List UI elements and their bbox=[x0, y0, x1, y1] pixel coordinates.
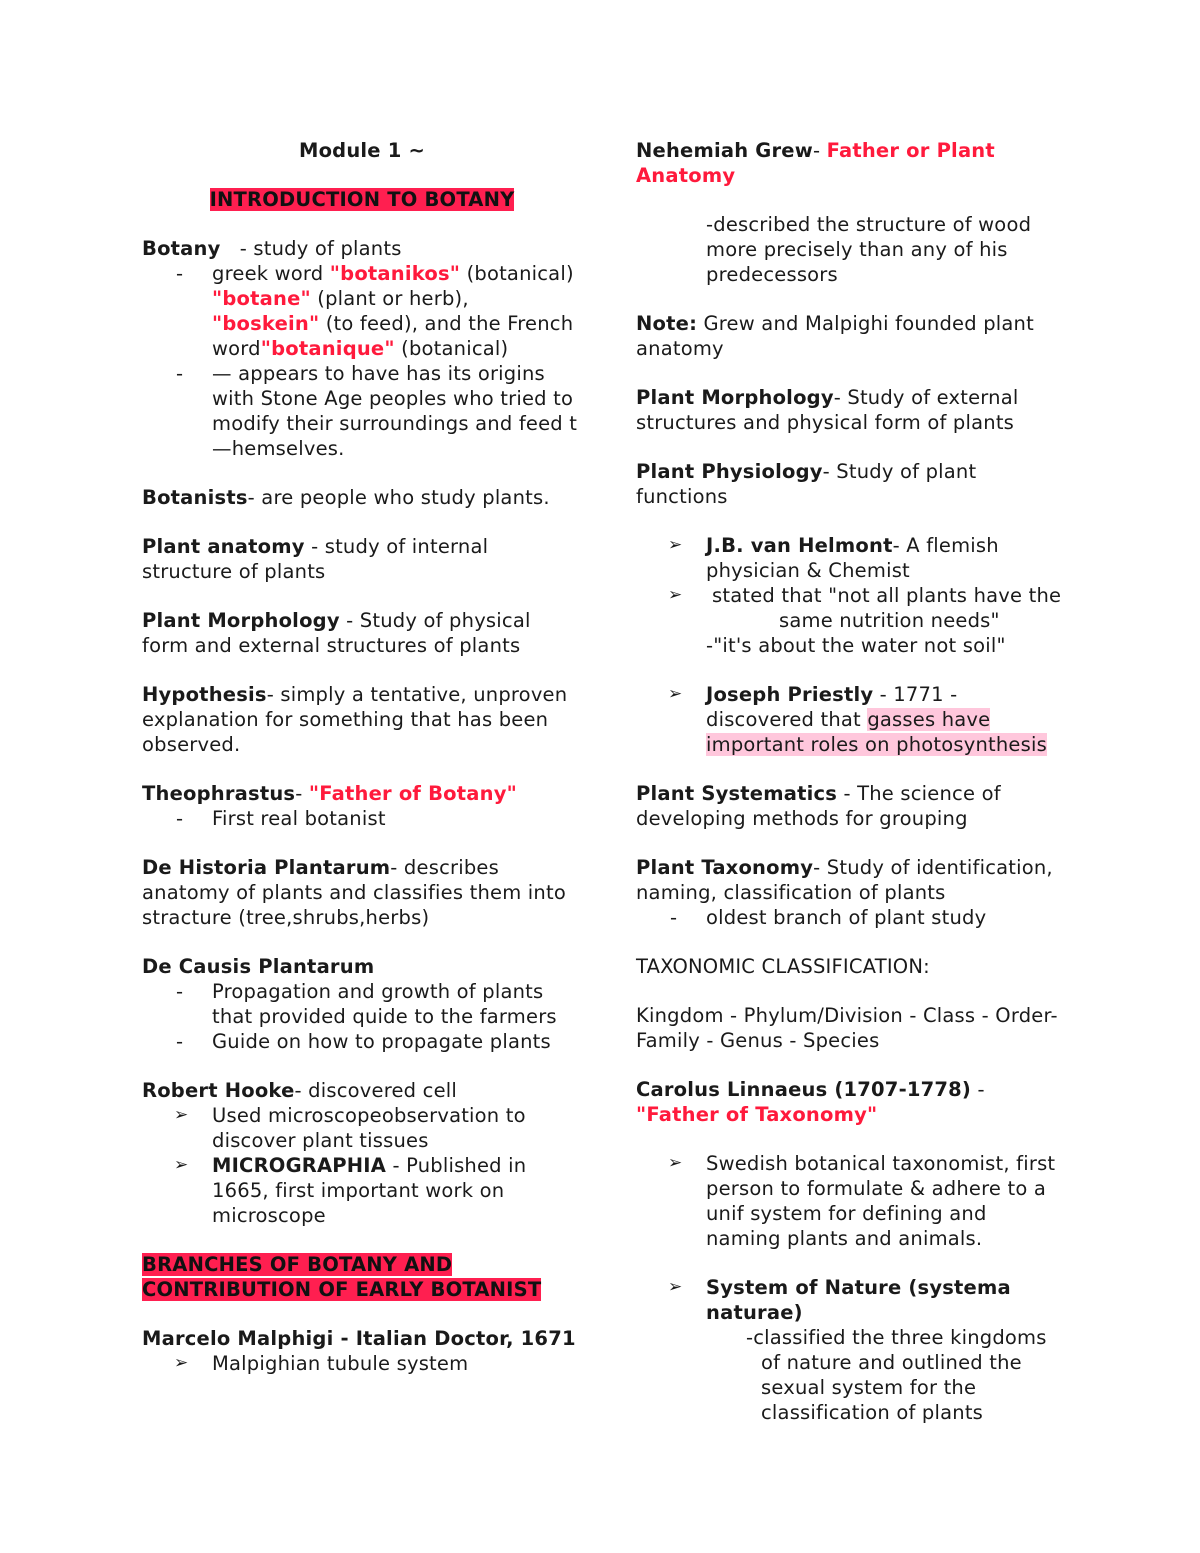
module-title: Module 1 ~ bbox=[298, 139, 426, 162]
malphigi-section: Marcelo Malphigi - Italian Doctor, 1671 ➢ Malpighian tubule system bbox=[142, 1326, 582, 1376]
list-item: ➢ Malpighian tubule system bbox=[142, 1351, 582, 1376]
branches-heading: BRANCHES OF BOTANY AND CONTRIBUTION OF EARLY BOTANIST bbox=[142, 1253, 542, 1301]
morphology-def: Plant Morphology - Study of physical form and external structures of plants bbox=[142, 609, 531, 657]
morphology-def-right: Plant Morphology- Study of external structures and physical form of plants bbox=[636, 386, 1019, 434]
taxonomy-section: Plant Taxonomy- Study of identification, naming, classification of plants - oldest branch of plant study bbox=[636, 855, 1066, 930]
hypothesis-def: Hypothesis- simply a tentative, unproven explanation for something that has been observed. bbox=[142, 683, 568, 756]
linnaeus-section: Carolus Linnaeus (1707-1778) - "Father of Taxonomy" ➢ Swedish botanical taxonomist, first person to formulate & adhere to a unif system for defining and naming plants and animals. ➢ System of Nature (systema naturae) -classified the three kingdoms of nature and outlined the sexual system for the classification of plants bbox=[636, 1077, 1066, 1425]
physiology-def: Plant Physiology- Study of plant functions bbox=[636, 460, 977, 508]
note: Note: Grew and Malpighi founded plant anatomy bbox=[636, 312, 1034, 360]
intro-heading: INTRODUCTION TO BOTANY bbox=[209, 188, 515, 211]
botany-section: Botany - study of plants - greek word "botanikos" (botanical) "botane" (plant or herb), "boskein" (to feed), and the French word"botanique" (botanical) - — appears to have has its origins with Stone Age peoples who tried to modify their surroundings and feed t—hemselves. bbox=[142, 236, 582, 461]
historia-def: De Historia Plantarum- describes anatomy of plants and classifies them into stracture (tree,shrubs,herbs) bbox=[142, 856, 566, 929]
list-item: ➢ stated that "not all plants have the bbox=[636, 583, 1066, 608]
list-item: ➢ MICROGRAPHIA - Published in 1665, first important work on microscope bbox=[142, 1153, 582, 1228]
hooke-section: Robert Hooke- discovered cell ➢ Used microscopeobservation to discover plant tissues ➢ MICROGRAPHIA - Published in 1665, first important work on microscope bbox=[142, 1078, 582, 1228]
list-item: - — appears to have has its origins with Stone Age peoples who tried to modify their surroundings and feed t—hemselves. bbox=[142, 361, 582, 461]
list-item: - greek word "botanikos" (botanical) "botane" (plant or herb), "boskein" (to feed), and the French word"botanique" (botanical) bbox=[142, 261, 582, 361]
right-column bbox=[636, 138, 1066, 1449]
anatomy-def: Plant anatomy - study of internal structure of plants bbox=[142, 535, 489, 583]
list-item: ➢ Used microscopeobservation to discover plant tissues bbox=[142, 1103, 582, 1153]
list-item: ➢ System of Nature (systema naturae) bbox=[636, 1275, 1066, 1325]
list-item: - First real botanist bbox=[142, 806, 582, 831]
helmont-section: ➢ J.B. van Helmont- A flemish physician & Chemist ➢ stated that "not all plants have the same nutrition needs" -"it's about the water not soil" bbox=[636, 533, 1066, 658]
list-item: - Propagation and growth of plants that provided quide to the farmers bbox=[142, 979, 582, 1029]
tax-class-heading: TAXONOMIC CLASSIFICATION: bbox=[636, 955, 930, 978]
left-column bbox=[142, 138, 582, 1400]
list-item: - oldest branch of plant study bbox=[636, 905, 1066, 930]
priestly-section bbox=[636, 682, 1066, 757]
theophrastus-section: Theophrastus- "Father of Botany" - First real botanist bbox=[142, 781, 582, 831]
list-item: - Guide on how to propagate plants bbox=[142, 1029, 582, 1054]
list-item: ➢ J.B. van Helmont- A flemish physician & Chemist bbox=[636, 533, 1066, 583]
list-item: ➢ Joseph Priestly - 1771 - discovered that gasses have important roles on photosynthesis bbox=[636, 682, 1066, 757]
systematics-def: Plant Systematics - The science of developing methods for grouping bbox=[636, 782, 1001, 830]
causis-section: De Causis Plantarum - Propagation and growth of plants that provided quide to the farmers - Guide on how to propagate plants bbox=[142, 954, 582, 1054]
tax-class: Kingdom - Phylum/Division - Class - Order- Family - Genus - Species bbox=[636, 1004, 1058, 1052]
botanists-def: Botanists- are people who study plants. bbox=[142, 486, 550, 509]
grew-section: Nehemiah Grew- Father or Plant Anatomy -described the structure of wood more precisely than any of his predecessors bbox=[636, 139, 1032, 286]
list-item: ➢ Swedish botanical taxonomist, first person to formulate & adhere to a unif system for defining and naming plants and animals. bbox=[636, 1151, 1066, 1251]
